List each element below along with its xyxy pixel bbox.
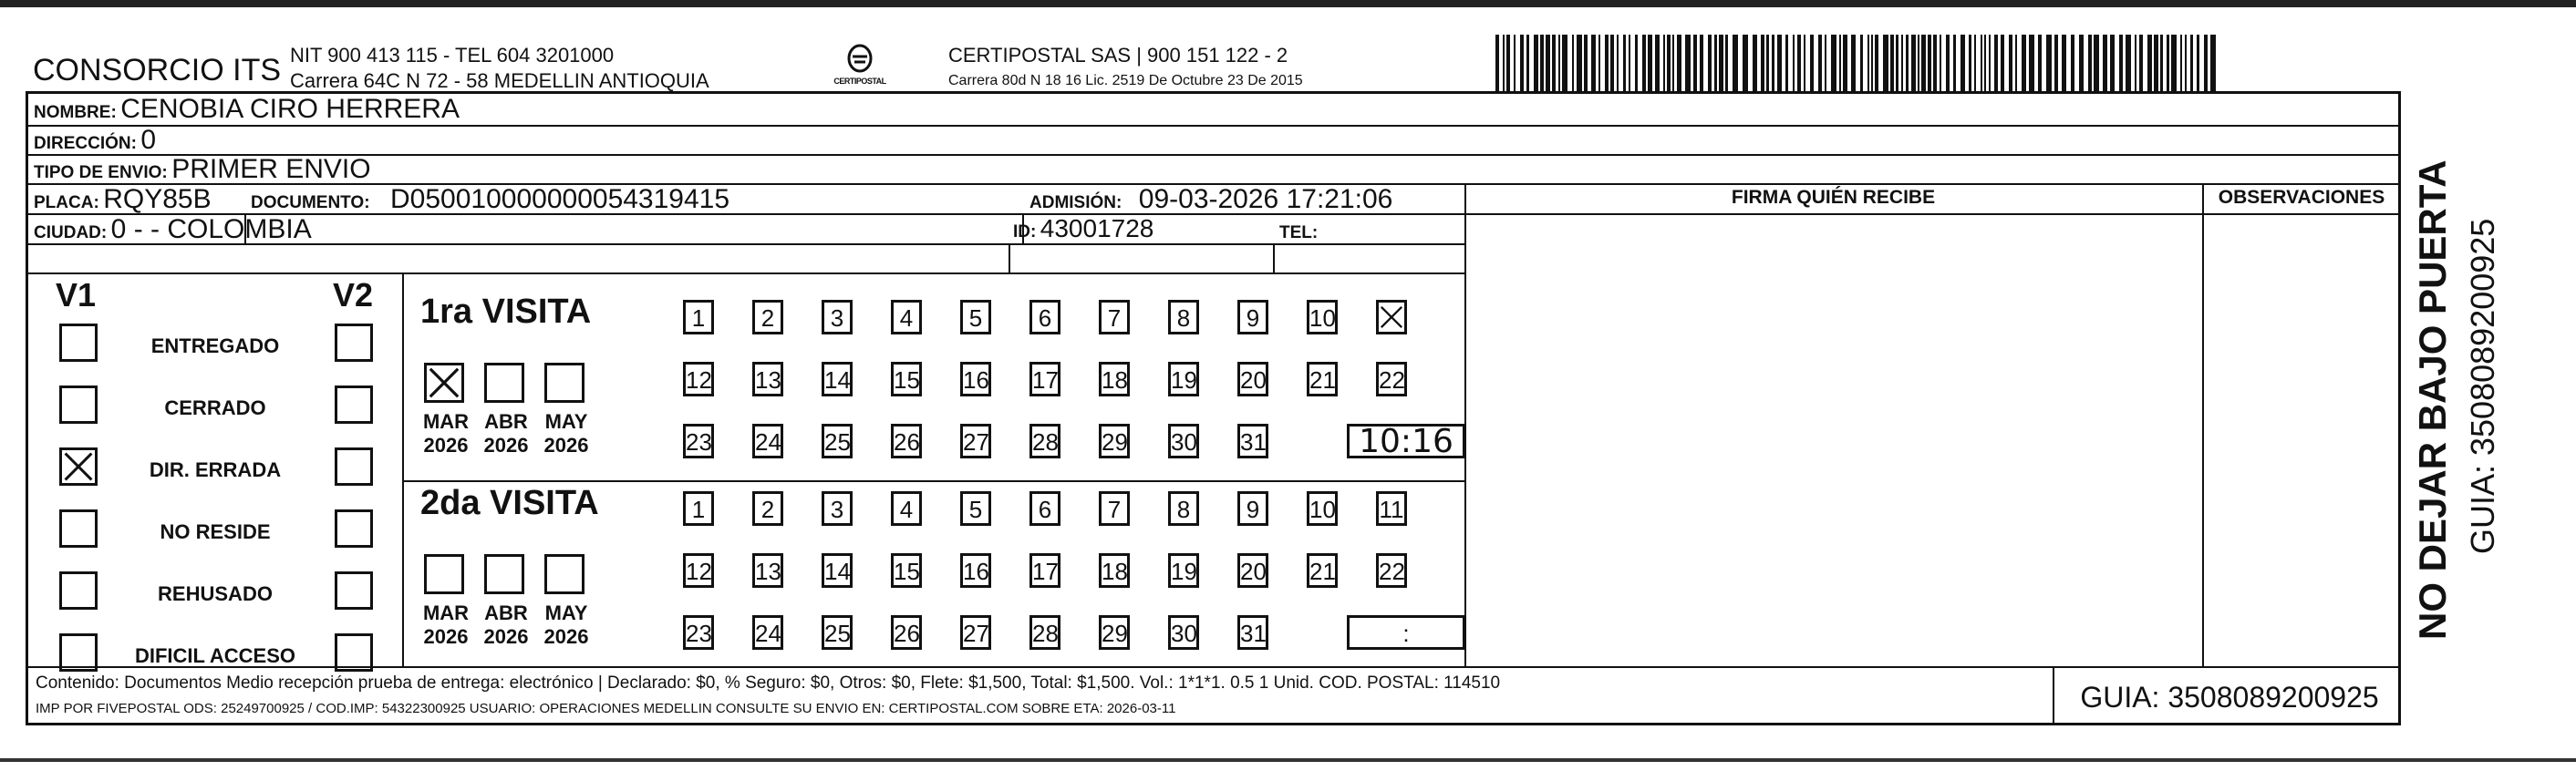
row-divider [28, 125, 2399, 127]
visit2-day-27[interactable]: 27 [960, 615, 991, 650]
visit2-month-year: 2026 [483, 625, 529, 648]
barcode-bar [1743, 35, 1748, 93]
barcode-bar [1940, 35, 1941, 93]
barcode-bar [2001, 35, 2004, 93]
visit2-day-29[interactable]: 29 [1099, 615, 1130, 650]
barcode-bar [1598, 35, 1600, 93]
visit2-day-23[interactable]: 23 [683, 615, 714, 650]
barcode-bar [1766, 35, 1769, 93]
visit1-day-26[interactable]: 26 [891, 424, 922, 458]
visit2-day-1[interactable]: 1 [683, 491, 714, 526]
barcode-bar [2071, 35, 2074, 93]
barcode-bar [1761, 35, 1764, 93]
visit2-day-15[interactable]: 15 [891, 553, 922, 588]
barcode-bar [1617, 35, 1619, 93]
barcode-bar [1685, 35, 1691, 93]
barcode-bar [1804, 35, 1805, 93]
barcode-bar [1928, 35, 1931, 93]
visit2-time-box[interactable]: : [1347, 615, 1465, 650]
barcode-bar [1851, 35, 1856, 93]
v2-checkbox[interactable] [335, 571, 373, 610]
visit1-day-14[interactable]: 14 [822, 362, 853, 396]
visit2-month-label [419, 601, 473, 649]
barcode-bar [1906, 35, 1909, 93]
barcode-bar [2190, 35, 2193, 93]
visit1-day-23[interactable]: 23 [683, 424, 714, 458]
visit2-day-25[interactable]: 25 [822, 615, 853, 650]
visit1-day-20[interactable]: 20 [1237, 362, 1268, 396]
barcode-bar [1552, 35, 1556, 93]
visit1-day-17[interactable]: 17 [1029, 362, 1060, 396]
direccion-value: 0 [140, 125, 157, 155]
status-label: ENTREGADO [150, 334, 280, 357]
nombre-row [34, 94, 460, 125]
side-warning: NO DEJAR BAJO PUERTA [2411, 159, 2454, 640]
barcode-bar [1503, 35, 1505, 93]
carrier-name: CERTIPOSTAL SAS | 900 151 122 - 2 [948, 44, 1288, 67]
barcode-bar [1514, 35, 1516, 93]
barcode-bar [2022, 35, 2026, 93]
visit1-month-checkbox[interactable] [424, 363, 464, 403]
visit1-day-11[interactable] [1376, 300, 1407, 334]
x-mark-icon [1379, 303, 1404, 332]
visit1-day-2[interactable]: 2 [752, 300, 783, 334]
barcode-bar [1540, 35, 1544, 93]
admision-cell [1029, 184, 1392, 215]
visit1-day-8[interactable]: 8 [1168, 300, 1199, 334]
barcode-bar [2062, 35, 2066, 93]
barcode-bar [1648, 35, 1652, 93]
barcode-bar [1825, 35, 1826, 93]
visit1-month-checkbox[interactable] [484, 363, 524, 403]
status-label: CERRADO [164, 396, 266, 419]
nombre-label: NOMBRE: [34, 103, 117, 122]
barcode-bar [1953, 35, 1956, 93]
barcode-bar [1520, 35, 1524, 93]
visit2-day-8[interactable]: 8 [1168, 491, 1199, 526]
barcode-bar [1693, 35, 1697, 93]
barcode-bar [1642, 35, 1646, 93]
visit1-day-7[interactable]: 7 [1099, 300, 1130, 334]
visit2-day-30[interactable]: 30 [1168, 615, 1199, 650]
barcode-bar [1890, 35, 1894, 93]
barcode-bar [1818, 35, 1822, 93]
status-label: DIR. ERRADA [149, 458, 282, 481]
v2-header: V2 [333, 276, 374, 314]
visit2-month-name: MAR [422, 601, 470, 624]
v2-checkbox[interactable] [335, 324, 373, 362]
visit2-day-6[interactable]: 6 [1029, 491, 1060, 526]
barcode-bar [1635, 35, 1638, 93]
visit1-month-label [539, 410, 594, 457]
barcode-bar [2185, 35, 2187, 93]
visit2-month-year: 2026 [423, 625, 469, 648]
barcode-bar [1901, 35, 1903, 93]
v1-checkbox[interactable] [59, 509, 98, 548]
visit1-month-label [479, 410, 533, 457]
tel-label: TEL: [1279, 223, 1319, 242]
tipo-envio-label: TIPO DE ENVIO: [34, 163, 168, 182]
barcode-bar [2079, 35, 2084, 93]
barcode-bar [1506, 35, 1510, 93]
barcode-bar [2126, 35, 2131, 93]
barcode-bar [1558, 35, 1560, 93]
v1-checkbox[interactable] [59, 633, 98, 672]
barcode-bar [1753, 35, 1757, 93]
visit2-day-3[interactable]: 3 [822, 491, 853, 526]
barcode-bar [1672, 35, 1674, 93]
barcode-bar [1810, 35, 1814, 93]
visit1-day-1[interactable]: 1 [683, 300, 714, 334]
cell-divider [1273, 243, 1275, 272]
barcode-bar [2210, 35, 2216, 93]
barcode [1495, 35, 2221, 93]
barcode-bar [1867, 35, 1869, 93]
barcode-bar [2054, 35, 2058, 93]
barcode-bar [1984, 35, 1986, 93]
placa-label: PLACA: [34, 193, 99, 212]
barcode-bar [1733, 35, 1738, 93]
footer-guia-divider [2053, 666, 2054, 725]
barcode-bar [1896, 35, 1898, 93]
bottom-rule [0, 758, 2576, 762]
x-mark-icon [62, 450, 95, 483]
visit2-day-2[interactable]: 2 [752, 491, 783, 526]
visit1-day-21[interactable]: 21 [1307, 362, 1338, 396]
barcode-bar [1577, 35, 1582, 93]
visit1-day-27[interactable]: 27 [960, 424, 991, 458]
visit1-month-name: MAR [422, 410, 470, 433]
documento-cell [251, 184, 729, 215]
barcode-bar [1719, 35, 1723, 93]
barcode-bar [1777, 35, 1782, 93]
certipostal-logo-icon [832, 40, 888, 98]
barcode-bar [2088, 35, 2092, 93]
barcode-bar [2029, 35, 2034, 93]
barcode-bar [1610, 35, 1614, 93]
visit1-time-box[interactable]: 10:16 [1347, 424, 1465, 458]
visit2-day-11[interactable]: 11 [1376, 491, 1407, 526]
barcode-bar [1797, 35, 1801, 93]
visit1-month-checkbox[interactable] [544, 363, 585, 403]
admision-label: ADMISIÓN: [1029, 193, 1122, 212]
barcode-bar [2009, 35, 2012, 93]
footer-divider [28, 666, 2399, 668]
barcode-bar [1860, 35, 1863, 93]
barcode-bar [1933, 35, 1937, 93]
tipo-envio-row [34, 154, 371, 185]
visit1-month-year: 2026 [423, 434, 469, 457]
barcode-bar [1629, 35, 1630, 93]
placa-value: RQY85B [103, 184, 212, 214]
barcode-bar [1655, 35, 1660, 93]
barcode-bar [2139, 35, 2143, 93]
visit1-day-10[interactable]: 10 [1307, 300, 1338, 334]
barcode-bar [1526, 35, 1529, 93]
barcode-bar [2038, 35, 2042, 93]
barcode-bar [2110, 35, 2115, 93]
top-rule [0, 0, 2576, 7]
barcode-bar [2015, 35, 2017, 93]
barcode-bar [1605, 35, 1609, 93]
footer-contenido: Contenido: Documentos Medio recepción prueba de entrega: electrónico | Declarado: $0, % Seguro: $0, Otros: $0, Flete: $1,500, Total: $1,500. Vol.: 1*1*1. 0.5 1 Unid. COD. POSTAL: 114510 [36, 673, 1501, 693]
visit1-month-name: ABR [484, 410, 528, 433]
visit1-day-4[interactable]: 4 [891, 300, 922, 334]
ciudad-value: 0 - - COLOMBIA [110, 214, 312, 244]
visit2-month-year: 2026 [543, 625, 589, 648]
visit1-day-16[interactable]: 16 [960, 362, 991, 396]
id-label: ID: [1013, 222, 1037, 242]
visit1-month-label [419, 410, 473, 457]
v1-checkbox[interactable] [59, 571, 98, 610]
v2-checkbox[interactable] [335, 509, 373, 548]
footer-guia: GUIA: 3508089200925 [2080, 681, 2379, 714]
visit2-title: 2da VISITA [420, 484, 599, 522]
side-guia: GUIA: 3508089200925 [2464, 218, 2501, 554]
visit1-month-year: 2026 [483, 434, 529, 457]
barcode-bar [1839, 35, 1841, 93]
observaciones-header: OBSERVACIONES [2218, 187, 2385, 208]
v1-checkbox[interactable] [59, 386, 98, 424]
visit1-day-12[interactable]: 12 [683, 362, 714, 396]
visit1-day-19[interactable]: 19 [1168, 362, 1199, 396]
v1-checkbox[interactable] [59, 324, 98, 362]
firma-header: FIRMA QUIÉN RECIBE [1731, 187, 1936, 208]
barcode-bar [2171, 35, 2177, 93]
barcode-bar [2167, 35, 2169, 93]
carrier-license: Carrera 80d N 18 16 Lic. 2519 De Octubre 23 De 2015 [948, 73, 1303, 88]
visit1-day-6[interactable]: 6 [1029, 300, 1060, 334]
barcode-bar [1562, 35, 1567, 93]
barcode-bar [2094, 35, 2099, 93]
nombre-value: CENOBIA CIRO HERRERA [120, 94, 460, 124]
barcode-bar [1875, 35, 1878, 93]
header-underline [1464, 213, 2399, 215]
barcode-bar [2147, 35, 2152, 93]
status-label: DIFICIL ACCESO [134, 644, 295, 667]
visit1-day-9[interactable]: 9 [1237, 300, 1268, 334]
status-label: REHUSADO [158, 582, 273, 605]
placa-cell [34, 184, 212, 215]
barcode-bar [2046, 35, 2052, 93]
barcode-bar [2135, 35, 2136, 93]
visit2-day-20[interactable]: 20 [1237, 553, 1268, 588]
visit1-day-31[interactable]: 31 [1237, 424, 1268, 458]
certipostal-logo [832, 40, 888, 98]
shipping-form [26, 91, 2401, 725]
visit2-day-5[interactable]: 5 [960, 491, 991, 526]
x-mark-icon [427, 365, 461, 400]
barcode-bar [1871, 35, 1873, 93]
visit2-month-checkbox[interactable] [484, 554, 524, 594]
barcode-bar [1546, 35, 1550, 93]
id-value: 43001728 [1040, 214, 1154, 242]
visit1-day-15[interactable]: 15 [891, 362, 922, 396]
status-label: NO RESIDE [160, 520, 271, 543]
barcode-bar [1969, 35, 1971, 93]
visit2-day-17[interactable]: 17 [1029, 553, 1060, 588]
barcode-bar [1974, 35, 1976, 93]
row-divider [28, 272, 1464, 274]
barcode-bar [1831, 35, 1836, 93]
direccion-row [34, 125, 156, 156]
visit1-day-24[interactable]: 24 [752, 424, 783, 458]
barcode-bar [1772, 35, 1774, 93]
barcode-bar [1843, 35, 1847, 93]
visit1-day-5[interactable]: 5 [960, 300, 991, 334]
footer-imp: IMP POR FIVEPOSTAL ODS: 25249700925 / COD.IMP: 54322300925 USUARIO: OPERACIONES MEDELLIN CONSULTE SU ENVIO EN: CERTIPOSTAL.COM SOBRE ETA: 2026-03-11 [36, 701, 1176, 716]
status-divider [402, 272, 404, 666]
id-cell [1013, 214, 1154, 243]
barcode-bar [1793, 35, 1795, 93]
barcode-bar [1572, 35, 1574, 93]
visit2-month-label [539, 601, 594, 649]
ciudad-label: CIUDAD: [34, 223, 108, 242]
visit2-month-checkbox[interactable] [424, 554, 464, 594]
cell-divider [1009, 243, 1010, 272]
documento-value: D050010000000054319415 [390, 184, 730, 214]
visit2-day-18[interactable]: 18 [1099, 553, 1130, 588]
visit1-day-13[interactable]: 13 [752, 362, 783, 396]
v1-header: V1 [56, 276, 97, 314]
visit1-day-29[interactable]: 29 [1099, 424, 1130, 458]
barcode-bar [1994, 35, 1998, 93]
v2-checkbox[interactable] [335, 447, 373, 486]
visit2-day-21[interactable]: 21 [1307, 553, 1338, 588]
visit1-day-28[interactable]: 28 [1029, 424, 1060, 458]
barcode-bar [1918, 35, 1919, 93]
barcode-bar [1989, 35, 1991, 93]
admision-value: 09-03-2026 17:21:06 [1138, 184, 1393, 214]
visit2-month-name: MAY [544, 601, 588, 624]
row-divider [28, 154, 2399, 156]
visit2-day-7[interactable]: 7 [1099, 491, 1130, 526]
v2-checkbox[interactable] [335, 633, 373, 672]
barcode-bar [1584, 35, 1588, 93]
visit1-day-22[interactable]: 22 [1376, 362, 1407, 396]
barcode-bar [1700, 35, 1703, 93]
visit2-month-checkbox[interactable] [544, 554, 585, 594]
col-divider [2202, 183, 2204, 666]
visit1-month-year: 2026 [543, 434, 589, 457]
visit1-day-18[interactable]: 18 [1099, 362, 1130, 396]
barcode-bar [1623, 35, 1626, 93]
visit2-day-28[interactable]: 28 [1029, 615, 1060, 650]
barcode-bar [1534, 35, 1538, 93]
tel-cell [1279, 214, 1318, 245]
barcode-bar [1981, 35, 1982, 93]
visit2-day-10[interactable]: 10 [1307, 491, 1338, 526]
visit1-day-25[interactable]: 25 [822, 424, 853, 458]
visit1-month-name: MAY [544, 410, 588, 433]
barcode-bar [1708, 35, 1712, 93]
visit2-day-24[interactable]: 24 [752, 615, 783, 650]
tipo-envio-value: PRIMER ENVIO [171, 154, 371, 184]
barcode-bar [1921, 35, 1926, 93]
barcode-bar [1725, 35, 1728, 93]
visit2-day-4[interactable]: 4 [891, 491, 922, 526]
barcode-bar [1960, 35, 1965, 93]
visit2-day-14[interactable]: 14 [822, 553, 853, 588]
barcode-bar [1495, 35, 1499, 93]
ciudad-cell [34, 214, 312, 245]
barcode-bar [2204, 35, 2208, 93]
barcode-bar [1591, 35, 1596, 93]
barcode-bar [2119, 35, 2123, 93]
visit1-day-3[interactable]: 3 [822, 300, 853, 334]
visit2-day-22[interactable]: 22 [1376, 553, 1407, 588]
company-address: Carrera 64C N 72 - 58 MEDELLIN ANTIOQUIA [290, 69, 709, 92]
visit2-day-19[interactable]: 19 [1168, 553, 1199, 588]
visit2-month-label [479, 601, 533, 649]
logo-caption: CERTIPOSTAL [833, 77, 886, 86]
visit2-day-16[interactable]: 16 [960, 553, 991, 588]
barcode-bar [2103, 35, 2107, 93]
visit2-day-31[interactable]: 31 [1237, 615, 1268, 650]
visit2-day-9[interactable]: 9 [1237, 491, 1268, 526]
barcode-bar [1911, 35, 1916, 93]
col-divider [2399, 94, 2401, 666]
barcode-bar [2160, 35, 2163, 93]
barcode-bar [1714, 35, 1717, 93]
barcode-bar [1677, 35, 1681, 93]
barcode-bar [2197, 35, 2199, 93]
direccion-label: DIRECCIÓN: [34, 134, 137, 153]
documento-label: DOCUMENTO: [251, 193, 370, 212]
barcode-bar [1883, 35, 1888, 93]
visit1-title: 1ra VISITA [420, 293, 592, 331]
v1-checkbox[interactable] [59, 447, 98, 486]
barcode-bar [1946, 35, 1950, 93]
barcode-bar [1663, 35, 1665, 93]
v2-checkbox[interactable] [335, 386, 373, 424]
visit2-month-name: ABR [484, 601, 528, 624]
barcode-bar [2154, 35, 2158, 93]
barcode-bar [1785, 35, 1788, 93]
visit2-day-26[interactable]: 26 [891, 615, 922, 650]
visit2-day-13[interactable]: 13 [752, 553, 783, 588]
barcode-bar [2180, 35, 2182, 93]
barcode-bar [1667, 35, 1671, 93]
visit-divider [402, 480, 1464, 482]
company-name: CONSORCIO ITS [33, 53, 282, 87]
company-nit: NIT 900 413 115 - TEL 604 3201000 [290, 44, 615, 67]
visit1-day-30[interactable]: 30 [1168, 424, 1199, 458]
visit2-day-12[interactable]: 12 [683, 553, 714, 588]
